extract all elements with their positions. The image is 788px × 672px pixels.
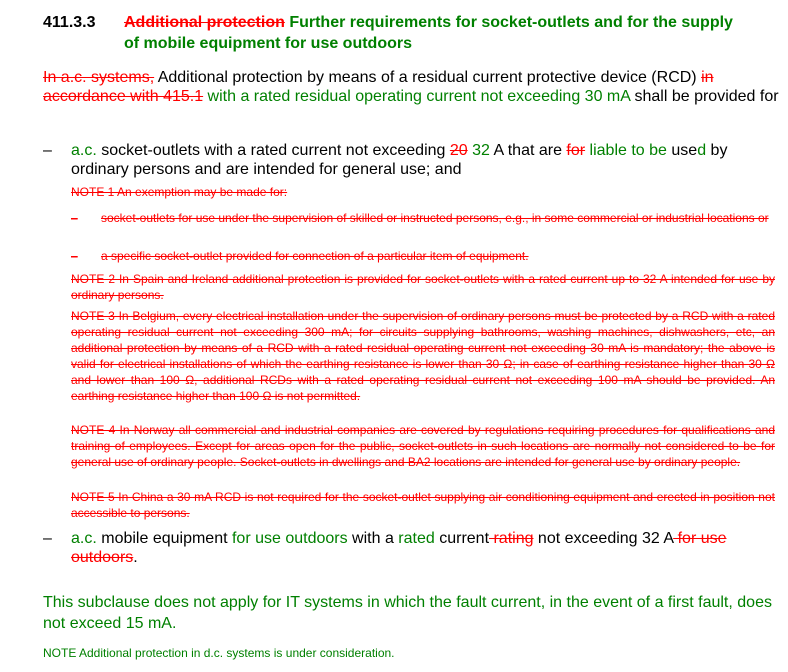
note-1-item-a: socket-outlets for use under the supervision of skilled or instructed persons, e.g., in some commercial or industrial locations or <box>101 211 769 225</box>
item2-deleted-rating: rating <box>489 530 534 547</box>
item2-text-5: . <box>133 549 138 566</box>
item1-deleted-20: 20 <box>449 142 468 159</box>
item1-text-4: by ordinary persons and are intended for general use; and <box>71 142 728 178</box>
list-item-socket-outlets <box>71 141 779 179</box>
note-1-item-b: a specific socket-outlet provided for connection of a particular item of equipment. <box>101 249 529 263</box>
item2-deleted-for-outdoors: for use outdoors <box>71 530 727 566</box>
item2-text-4: not exceeding 32 A <box>533 530 674 547</box>
intro-text-2: shall be provided for <box>630 88 779 105</box>
clause-heading <box>43 12 763 54</box>
item1-text-3: use <box>666 142 698 159</box>
dc-systems-note: NOTE Additional protection in d.c. systems is under consideration. <box>43 646 395 660</box>
item2-ac: a.c. <box>71 530 97 547</box>
intro-paragraph <box>43 68 779 106</box>
note-4: NOTE 4 In Norway all commercial and industrial companies are covered by regulations requiring procedures for qualifications and training of employees. Except for areas open for the public, socket-outlets in such locations are normally not considered to be for general use of ordinary people. Socket-outlets in dwellings and BA2 locations are intended for general use by ordinary people. <box>71 423 775 469</box>
item1-inserted-d: d <box>697 142 707 159</box>
note-1-dash-b: – <box>71 249 78 263</box>
it-systems-paragraph: This subclause does not apply for IT systems in which the fault current, in the event of a first fault, does not exceed 15 mA. <box>43 594 772 632</box>
deleted-title: Additional protection <box>124 14 285 31</box>
item2-text-1: mobile equipment <box>96 530 232 547</box>
item2-text-2: with a <box>347 530 399 547</box>
item2-inserted-rated: rated <box>398 530 435 547</box>
item1-deleted-for: for <box>566 142 586 159</box>
item2-inserted-outdoors: for use outdoors <box>231 530 348 547</box>
item1-inserted-32: 32 <box>467 142 490 159</box>
list-dash-1: – <box>43 142 52 159</box>
item2-text-3: current <box>434 530 490 547</box>
intro-deleted-1: In a.c. systems, <box>43 69 155 86</box>
intro-deleted-2: in accordance with 415.1 <box>43 69 714 105</box>
list-item-mobile-equipment <box>71 529 779 567</box>
list-dash-2: – <box>43 530 52 547</box>
item1-text-2: A that are <box>489 142 567 159</box>
item1-text-1: socket-outlets with a rated current not exceeding <box>96 142 450 159</box>
note-5: NOTE 5 In China a 30 mA RCD is not required for the socket-outlet supplying air conditioning equipment and erected in position not accessible to persons. <box>71 490 775 520</box>
item1-inserted-liable: liable to be <box>585 142 667 159</box>
inserted-title: Further requirements for socket-outlets and for the supply of mobile equipment for use outdoors <box>124 14 733 52</box>
intro-text-1: Additional protection by means of a residual current protective device (RCD) <box>154 69 702 86</box>
intro-inserted-1: with a rated residual operating current not exceeding 30 mA <box>203 88 631 105</box>
note-2: NOTE 2 In Spain and Ireland additional protection is provided for socket-outlets with a rated current up to 32 A intended for use by ordinary persons. <box>71 272 775 302</box>
note-3: NOTE 3 In Belgium, every electrical installation under the supervision of ordinary persons must be protected by a RCD with a rated operating residual current not exceeding 300 mA; for circuits supplying bathrooms, washing machines, dishwashers, etc, an additional protection by means of a RCD with a rated residual operating current not exceeding 30 mA is mandatory; the above is valid for electrical installations of which the earthing resistance is lower than 30 Ω; in case of earthing resistance higher than 30 Ω and lower than 100 Ω, additional RCDs with a rated operating residual current not exceeding 100 mA should be provided. An earthing resistance higher than 100 Ω is not permitted. <box>71 309 775 403</box>
note-1-intro: NOTE 1 An exemption may be made for: <box>71 185 288 199</box>
clause-number: 411.3.3 <box>43 14 96 31</box>
item1-ac: a.c. <box>71 142 97 159</box>
note-1-dash-a: – <box>71 211 78 225</box>
